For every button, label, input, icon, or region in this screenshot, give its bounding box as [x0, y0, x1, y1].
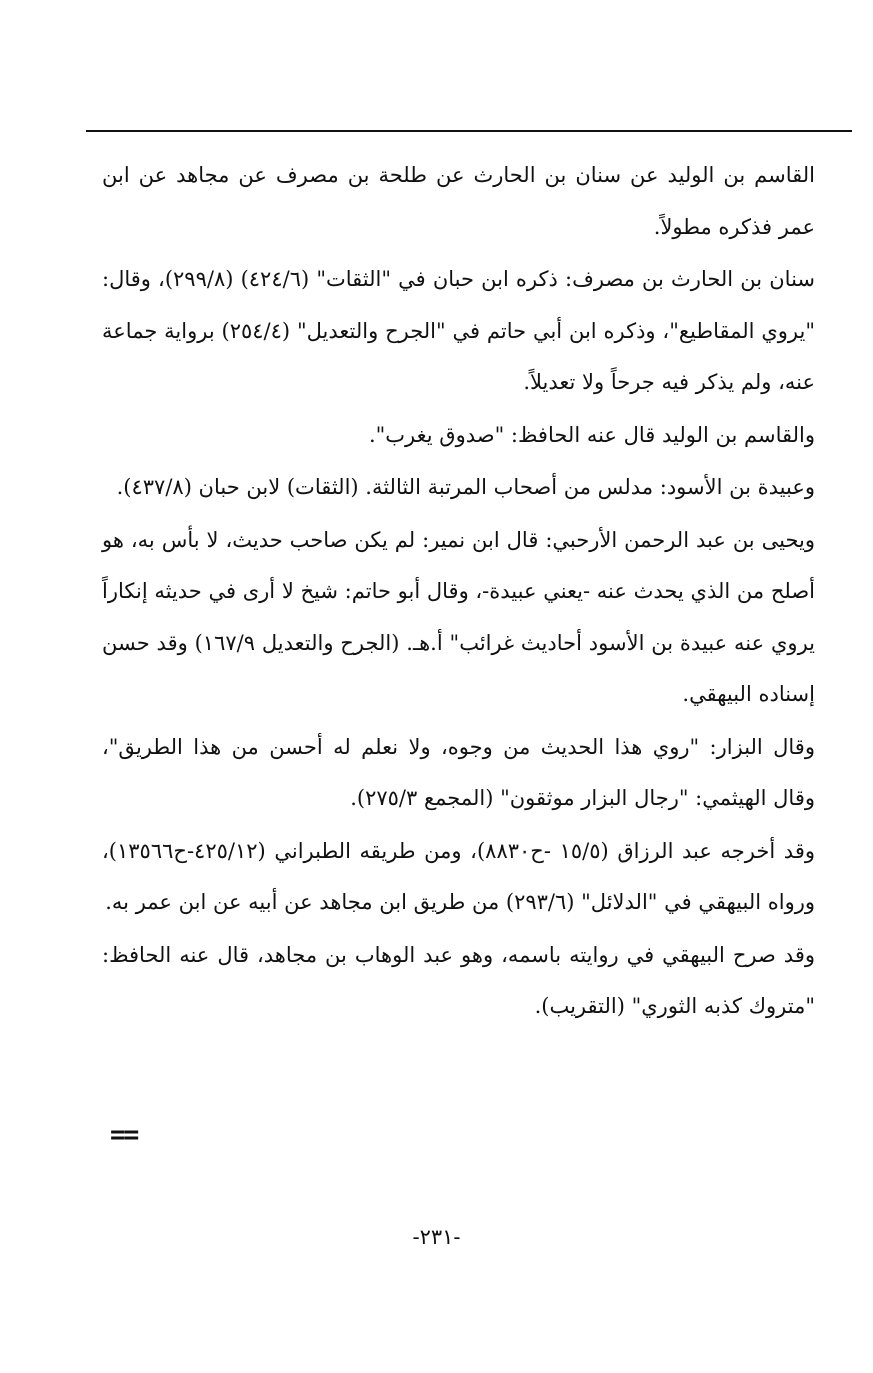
paragraph-8: وقد صرح البيهقي في روايته باسمه، وهو عبد الوهاب بن مجاهد، قال عنه الحافظ: "متروك كذبه الثوري" (التقريب). — [102, 942, 815, 1018]
paragraph-5: ويحيى بن عبد الرحمن الأرحبي: قال ابن نمير: لم يكن صاحب حديث، لا بأس به، هو أصلح من الذي يحدث عنه -يعني عبيدة-، وقال أبو حاتم: شيخ لا أرى في حديثه إنكاراً يروي عنه عبيدة بن الأسود أحاديث غرائب" أ.هـ. (الجرح والتعديل ١٦٧/٩) وقد حسن إسناده البيهقي. — [102, 527, 815, 706]
body-text — [102, 150, 815, 1033]
paragraph-2: سنان بن الحارث بن مصرف: ذكره ابن حبان في "الثقات" (٤٢٤/٦) (٢٩٩/٨)، وقال: "يروي المقاطيع"، وذكره ابن أبي حاتم في "الجرح والتعديل" (٢٥٤/٤) برواية جماعة عنه، ولم يذكر فيه جرحاً ولا تعديلاً. — [102, 267, 816, 394]
paragraph-4: وعبيدة بن الأسود: مدلس من أصحاب المرتبة الثالثة. (الثقات) لابن حبان (٤٣٧/٨). — [116, 475, 815, 499]
page-number: -٢٣١- — [412, 1225, 461, 1249]
header-rule — [86, 130, 852, 132]
paragraph-1: القاسم بن الوليد عن سنان بن الحارث عن طلحة بن مصرف عن مجاهد عن ابن عمر فذكره مطولاً. — [102, 163, 815, 239]
paragraph-6: وقال البزار: "روي هذا الحديث من وجوه، ولا نعلم له أحسن من هذا الطريق"، وقال الهيثمي: "رجال البزار موثقون" (المجمع ٢٧٥/٣). — [102, 734, 815, 810]
paragraph-7: وقد أخرجه عبد الرزاق (١٥/٥ -ح٨٨٣٠)، ومن طريقه الطبراني (٤٢٥/١٢-ح١٣٥٦٦)، ورواه البيهقي في "الدلائل" (٢٩٣/٦) من طريق ابن مجاهد عن أبيه عن ابن عمر به. — [102, 838, 816, 914]
section-end-mark: == — [110, 1120, 138, 1150]
paragraph-3: والقاسم بن الوليد قال عنه الحافظ: "صدوق يغرب". — [368, 422, 815, 447]
